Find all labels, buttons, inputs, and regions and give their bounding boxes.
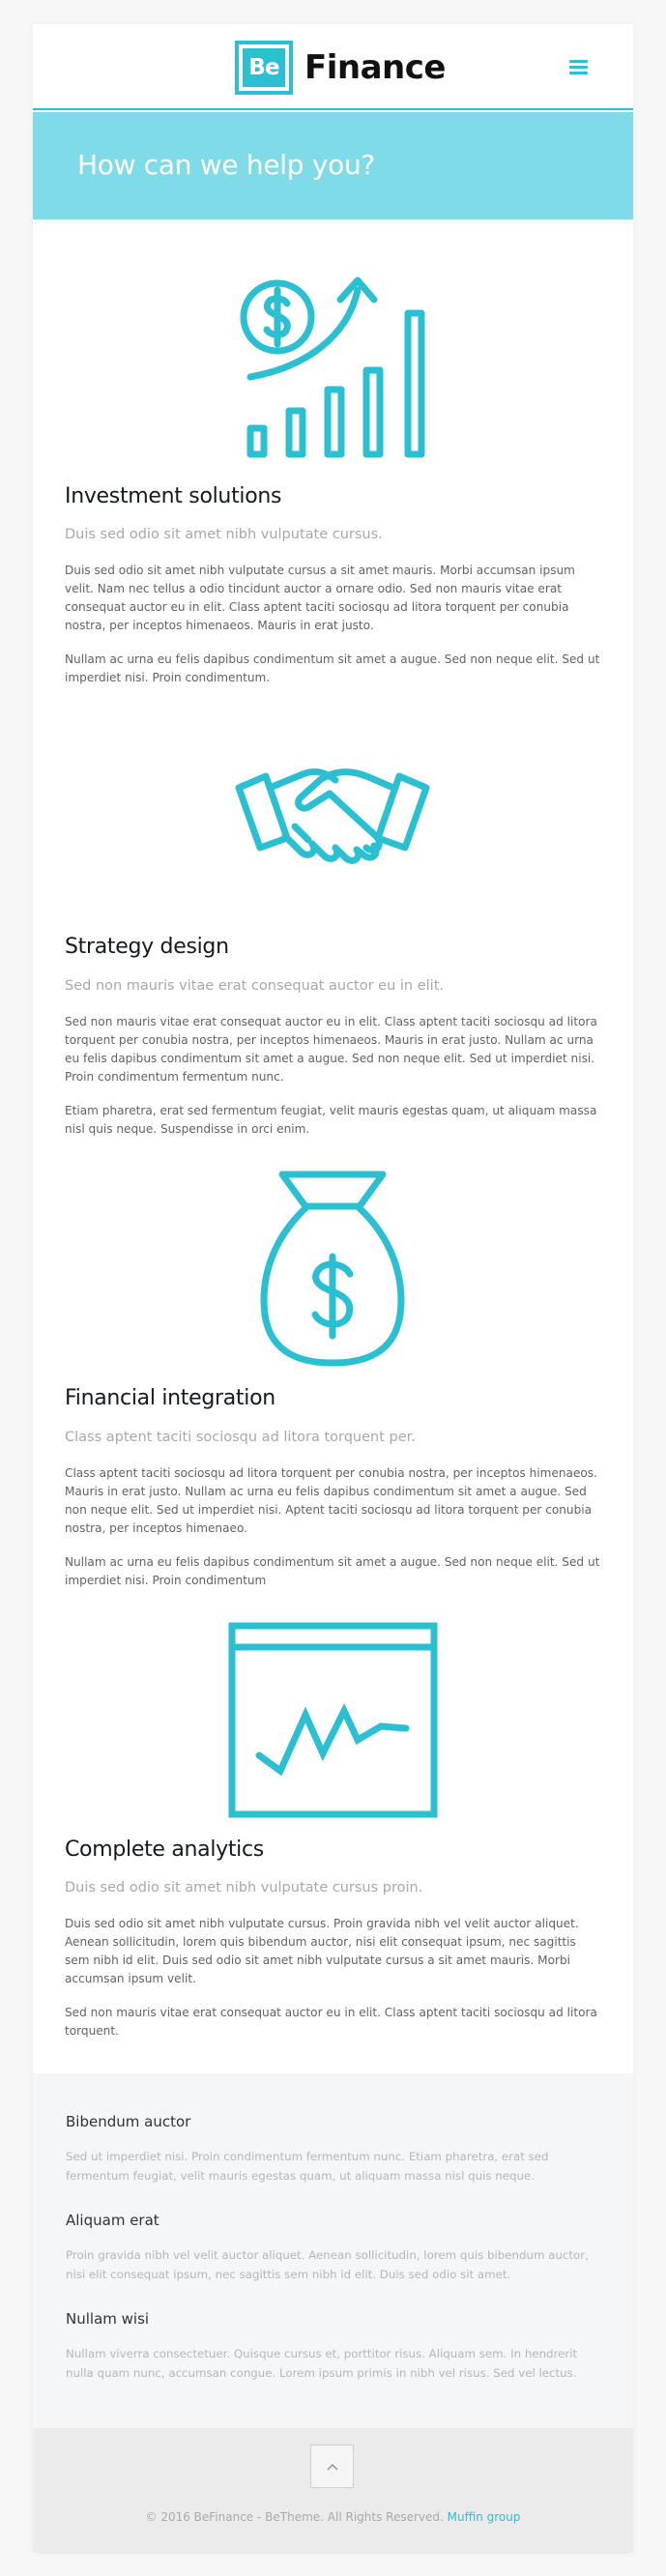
section-paragraph: Class aptent taciti sociosqu ad litora torquent per conubia nostra, per inceptos himenaeos. Mauris in erat justo. Nullam ac urna eu felis dapibus condimentum sit amet a augue. Sed non neque elit. Sed ut imperdiet nisi. Aptent taciti sociosqu ad litora torquent per conubia nostra, per inceptos himenaeo. [65,1466,597,1535]
money-bag-icon [255,1170,410,1368]
section-paragraph: Sed non mauris vitae erat consequat auctor eu in elit. Class aptent taciti sociosqu ad litora torquent per conubia nostra, per inceptos himenaeos. Mauris in erat justo. Nullam ac urna eu felis dapibus condimentum sit amet a augue. Sed non neque elit. Sed ut imperdiet nisi. Proin condimentum fermentum nunc. [65,1015,597,1084]
section-subtitle: Class aptent taciti sociosqu ad litora torquent per. [65,1430,416,1445]
hamburger-menu-icon[interactable] [569,60,588,75]
logo-badge: Be [243,48,285,87]
analytics-window-icon [228,1622,438,1818]
hero-banner [33,112,633,219]
section-subtitle: Sed non mauris vitae erat consequat auctor eu in elit. [65,978,445,994]
section-title: Investment solutions [65,484,282,508]
muffin-group-link[interactable]: Muffin group [447,2510,521,2524]
site-header [33,24,633,110]
widget-text: Proin gravida nibh vel velit auctor aliquet. Aenean sollicitudin, lorem quis bibendum auctor, nisi elit consequat ipsum, nec sagittis sem nibh id elit. Duis sed odio sit amet. [66,2248,589,2281]
page-container [33,24,633,2553]
section-subtitle: Duis sed odio sit amet nibh vulputate cursus. [65,527,383,542]
section-title: Strategy design [65,935,229,959]
widget-text: Nullam viverra consectetuer. Quisque cursus et, porttitor risus. Aliquam sem. In hendrerit nulla quam nunc, accumsan congue. Lorem ipsum primis in nibh vel risus. Sed vel lectus. [66,2347,578,2380]
footer-widgets [33,2073,633,2428]
hero-title: How can we help you? [77,149,375,181]
back-to-top-button[interactable] [310,2445,354,2488]
section-paragraph: Nullam ac urna eu felis dapibus condimentum sit amet a augue. Sed non neque elit. Sed ut imperdiet nisi. Proin condimentum [65,1555,600,1587]
widget-text: Sed ut imperdiet nisi. Proin condimentum fermentum nunc. Etiam pharetra, erat sed fermentum feugiat, velit mauris egestas quam, ut aliquam massa nisl quis neque. [66,2150,549,2183]
logo-text: Finance [304,48,446,87]
widget-title: Aliquam erat [66,2212,159,2229]
section-title: Complete analytics [65,1838,264,1862]
chevron-up-icon [327,2463,338,2471]
handshake-icon [231,759,434,884]
site-logo[interactable] [235,43,446,93]
section-subtitle: Duis sed odio sit amet nibh vulputate cursus proin. [65,1880,423,1896]
growth-chart-dollar-icon [236,271,429,464]
section-title: Financial integration [65,1386,275,1410]
section-paragraph: Nullam ac urna eu felis dapibus condimentum sit amet a augue. Sed non neque elit. Sed ut imperdiet nisi. Proin condimentum. [65,652,600,684]
copyright-text [33,2510,633,2524]
widget-title: Nullam wisi [66,2310,150,2328]
section-paragraph: Duis sed odio sit amet nibh vulputate cursus a sit amet mauris. Morbi accumsan ipsum velit. Nam nec tellus a odio tincidunt auctor a ornare odio. Sed non mauris vitae erat consequat auctor eu in elit. Class aptent taciti sociosqu ad litora torquent per conubia nostra, per inceptos himenaeos. Mauris in erat justo. [65,564,575,632]
section-paragraph: Sed non mauris vitae erat consequat auctor eu in elit. Class aptent taciti sociosqu ad litora torquent. [65,2006,597,2038]
copyright-label: © 2016 BeFinance - BeTheme. All Rights Reserved. [145,2510,444,2524]
copyright-bar [33,2428,633,2553]
section-paragraph: Etiam pharetra, erat sed fermentum feugiat, velit mauris egestas quam, ut aliquam massa nisl quis neque. Suspendisse in orci enim. [65,1104,597,1136]
logo-badge-frame [235,41,293,95]
section-paragraph: Duis sed odio sit amet nibh vulputate cursus. Proin gravida nibh vel velit auctor aliquet. Aenean sollicitudin, lorem quis bibendum auctor, nisi elit consequat ipsum, nec sagittis sem nibh id elit. Duis sed odio sit amet nibh vulputate cursus a sit amet mauris. Morbi accumsan ipsum velit. [65,1917,579,1985]
widget-title: Bibendum auctor [66,2113,191,2130]
